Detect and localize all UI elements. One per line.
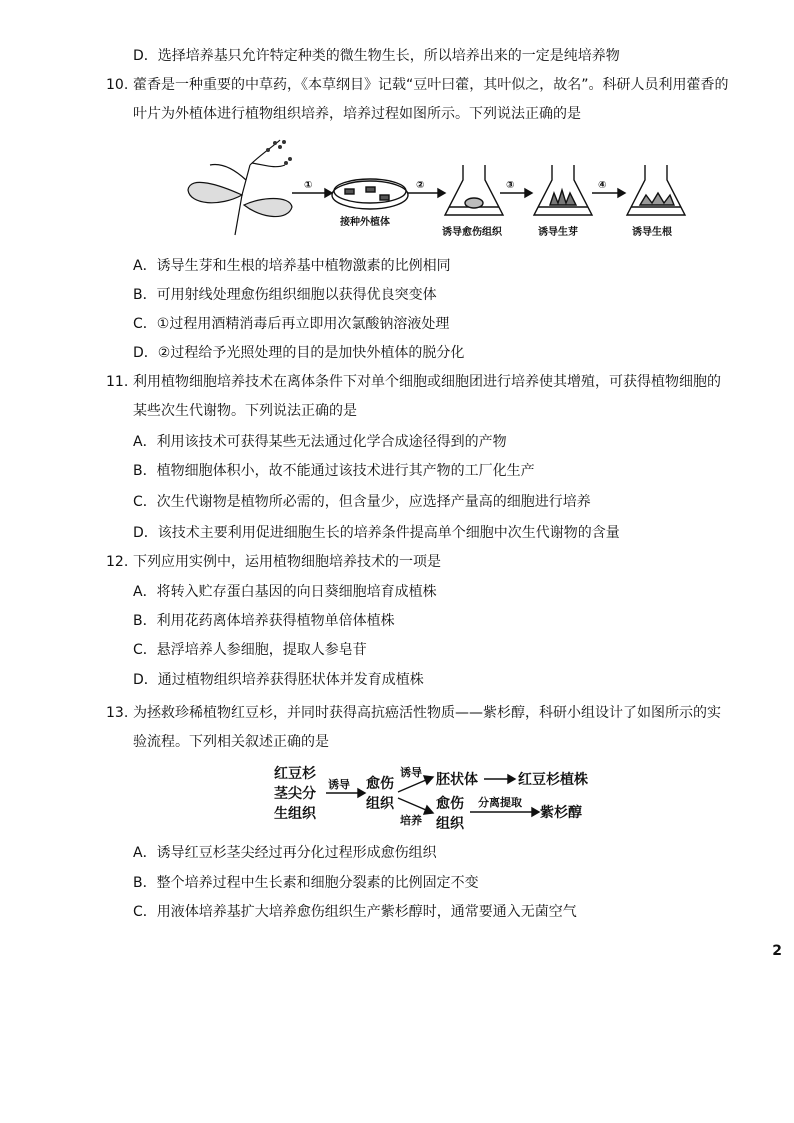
q12-option-d: D．通过植物组织培养获得胚状体并发育成植株 xyxy=(133,672,424,688)
flow-extract-label: 分离提取 xyxy=(478,796,522,809)
label-induce-root: 诱导生根 xyxy=(632,227,672,238)
flow-source-line2: 茎尖分 xyxy=(274,786,316,802)
q10-stem-line2: 叶片为外植体进行植物组织培养，培养过程如图所示。下列说法正确的是 xyxy=(133,106,581,122)
label-induce-callus: 诱导愈伤组织 xyxy=(442,227,502,238)
q9-option-d: D．选择培养基只允许特定种类的微生物生长，所以培养出来的一定是纯培养物 xyxy=(133,48,620,64)
q13-option-a: A．诱导红豆杉茎尖经过再分化过程形成愈伤组织 xyxy=(133,845,437,861)
q12-stem-line1: 下列应用实例中，运用植物细胞培养技术的一项是 xyxy=(133,554,441,570)
q10-option-a: A．诱导生芽和生根的培养基中植物激素的比例相同 xyxy=(133,258,451,274)
q12-option-a: A．将转入贮存蛋白基因的向日葵细胞培育成植株 xyxy=(133,584,437,600)
q10-stem-line1: 藿香是一种重要的中草药，《本草纲目》记载“豆叶曰藿，其叶似之，故名”。科研人员利用藿香的 xyxy=(133,77,729,93)
flow-embryoid: 胚状体 xyxy=(436,772,478,788)
q11-number: 11. xyxy=(106,374,129,390)
flask-shoot-icon xyxy=(534,165,592,215)
flow-upper-arrow-label: 诱导 xyxy=(400,766,422,779)
q10-number: 10. xyxy=(106,77,129,93)
flow-callus2-line1: 愈伤 xyxy=(436,796,464,812)
q13-stem-line1: 为拯救珍稀植物红豆杉，并同时获得高抗癌活性物质——紫杉醇，科研小组设计了如图所示的实 xyxy=(133,705,721,721)
q12-option-b: B．利用花药离体培养获得植物单倍体植株 xyxy=(133,613,395,629)
q11-option-d: D．该技术主要利用促进细胞生长的培养条件提高单个细胞中次生代谢物的含量 xyxy=(133,525,620,541)
q11-option-b: B．植物细胞体积小，故不能通过该技术进行其产物的工厂化生产 xyxy=(133,463,535,479)
q10-option-c: C．①过程用酒精消毒后再立即用次氯酸钠溶液处理 xyxy=(133,316,450,332)
q10-option-b: B．可用射线处理愈伤组织细胞以获得优良突变体 xyxy=(133,287,437,303)
flask-root-icon xyxy=(627,165,685,215)
plant-leaf-illustration xyxy=(188,140,292,235)
q11-stem-line1: 利用植物细胞培养技术在离体条件下对单个细胞或细胞团进行培养使其增殖，可获得植物细胞的 xyxy=(133,374,721,390)
label-induce-shoot: 诱导生芽 xyxy=(538,227,578,238)
step-2-label: ② xyxy=(416,180,425,191)
q11-stem-line2: 某些次生代谢物。下列说法正确的是 xyxy=(133,403,357,419)
q13-number: 13. xyxy=(106,705,129,721)
q10-option-d: D．②过程给予光照处理的目的是加快外植体的脱分化 xyxy=(133,345,465,361)
step-3-label: ③ xyxy=(506,180,515,191)
petri-dish-icon xyxy=(332,179,408,209)
flow-callus-line1: 愈伤 xyxy=(366,776,394,792)
q12-number: 12. xyxy=(106,554,129,570)
flow-arrow1-label: 诱导 xyxy=(328,778,350,791)
q10-culture-figure xyxy=(180,135,700,250)
step-1-label: ① xyxy=(304,180,313,191)
q11-option-c: C．次生代谢物是植物所必需的，但含量少，应选择产量高的细胞进行培养 xyxy=(133,494,591,510)
page-number: 2 xyxy=(772,943,782,959)
flow-source-line1: 红豆杉 xyxy=(274,766,316,782)
q13-option-c: C．用液体培养基扩大培养愈伤组织生产紫杉醇时，通常要通入无菌空气 xyxy=(133,904,577,920)
q13-flowchart xyxy=(268,762,628,832)
q12-option-c: C．悬浮培养人参细胞，提取人参皂苷 xyxy=(133,642,367,658)
flow-source-line3: 生组织 xyxy=(274,806,316,822)
label-inoculate-explant: 接种外植体 xyxy=(340,217,390,228)
q11-option-a: A．利用该技术可获得某些无法通过化学合成途径得到的产物 xyxy=(133,434,507,450)
flow-product: 紫杉醇 xyxy=(540,805,582,821)
step-4-label: ④ xyxy=(598,180,607,191)
flow-lower-arrow-label: 培养 xyxy=(400,814,422,827)
flow-plant: 红豆杉植株 xyxy=(518,772,588,788)
q13-stem-line2: 验流程。下列相关叙述正确的是 xyxy=(133,734,329,750)
flow-callus-line2: 组织 xyxy=(366,796,394,812)
q13-option-b: B．整个培养过程中生长素和细胞分裂素的比例固定不变 xyxy=(133,875,479,891)
flow-callus2-line2: 组织 xyxy=(436,816,464,832)
flask-callus-icon xyxy=(445,165,503,215)
